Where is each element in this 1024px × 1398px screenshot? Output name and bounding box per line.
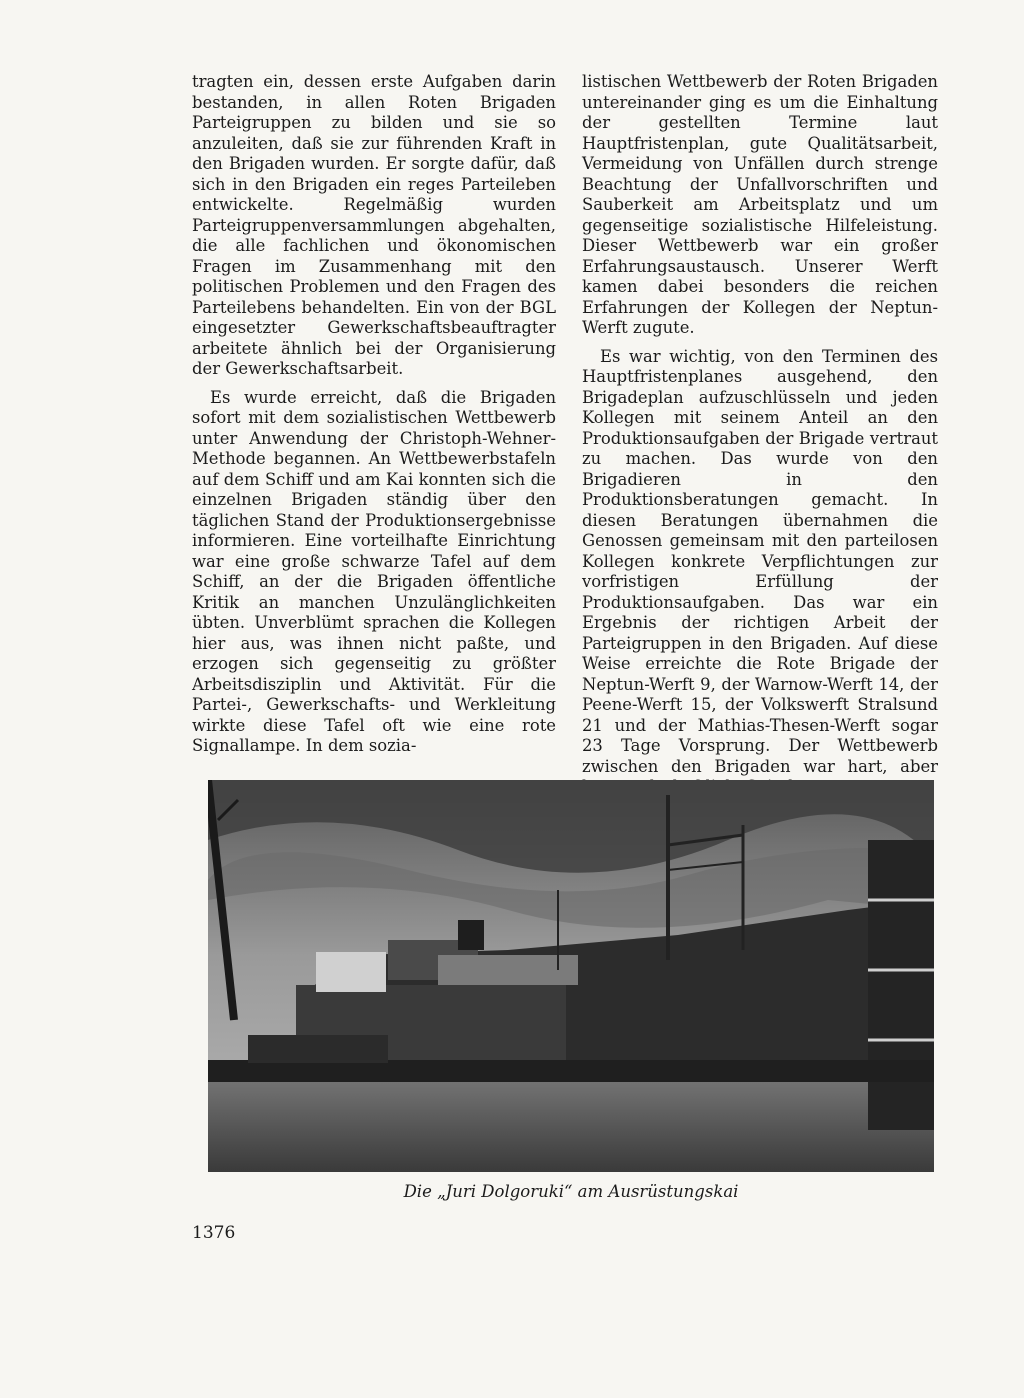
paragraph: Es war wichtig, von den Terminen des Hauptfristenplanes ausgehend, den Brigadeplan aufzuschlüsseln und jeden Kollegen mit seinem Anteil an den Produktionsaufgaben der Brigade vertraut zu machen. Das wurde von den Brigadieren in den Produktionsberatungen gemacht. In diesen Beratungen übernahmen die Genossen gemeinsam mit den parteilosen Kollegen konkrete Verpflichtungen zur vorfristigen Erfüllung der Produktionsaufgaben. Das war ein Ergebnis der richtigen Arbeit der Parteigruppen in den Brigaden. Auf diese Weise erreichte die Rote Brigade der Neptun-Werft 9, der Warnow-Werft 14, der Peene-Werft 15, der Volkswerft Stralsund 21 und der Mathias-Thesen-Werft sogar 23 Tage Vorsprung. Der Wettbewerb zwischen den Brigaden war hart, aber: [582, 346, 938, 776]
ship-photo-graphic: [208, 780, 934, 1172]
text-column-left: [192, 72, 556, 765]
figure-caption: Die „Juri Dolgoruki“ am Ausrüstungskai: [403, 1182, 739, 1201]
page-number: 1376: [192, 1223, 236, 1243]
ship-photo: [208, 780, 934, 1172]
paragraph: tragten ein, dessen erste Aufgaben darin bestanden, in allen Roten Brigaden Parteigruppen zu bilden und sie so anzuleiten, daß sie zur führenden Kraft in den Brigaden wurden. Er sorgte dafür, daß sich in den Brigaden ein reges Parteileben entwickelte. Regelmäßig wurden Parteigruppenversammlungen abgehalten, die alle fachlichen und ökonomischen Fragen im Zusammenhang mit den politischen Problemen und den Fragen des Parteilebens behandelten. Ein von der BGL eingesetzter Gewerkschaftsbeauftragter arbeitete ähnlich bei der Organisierung der Gewerkschaftsarbeit.: [192, 72, 556, 378]
paragraph: listischen Wettbewerb der Roten Brigaden untereinander ging es um die Einhaltung der gestellten Termine laut Hauptfristenplan, gute Qualitätsarbeit, Vermeidung von Unfällen durch strenge Beachtung der Unfallvorschriften und Sauberkeit am Arbeitsplatz und um gegenseitige sozialistische Hilfeleistung. Dieser Wettbewerb war ein großer Erfahrungsaustausch. Unserer Werft kamen dabei besonders die reichen Erfahrungen der Kollegen der Neptun-Werft zugute.: [582, 72, 938, 337]
text-column-right: [582, 72, 938, 806]
paragraph: Es wurde erreicht, daß die Brigaden sofort mit dem sozialistischen Wettbewerb unter Anwendung der Christoph-Wehner-Methode begannen. An Wettbewerbstafeln auf dem Schiff und am Kai konnten sich die einzelnen Brigaden ständig über den täglichen Stand der Produktionsergebnisse informieren. Eine vorteilhafte Einrichtung war eine große schwarze Tafel auf dem Schiff, an der die Brigaden öffentliche Kritik an manchen Unzulänglichkeiten übten. Unverblümt sprachen die Kollegen hier aus, was ihnen nicht paßte, und erzogen sich gegenseitig zu größter Arbeitsdisziplin und Aktivität. Für die Partei-, Gewerkschafts- und Werkleitung wirkte diese Tafel oft wie eine rote Signallampe. In dem sozia-: [192, 387, 556, 755]
